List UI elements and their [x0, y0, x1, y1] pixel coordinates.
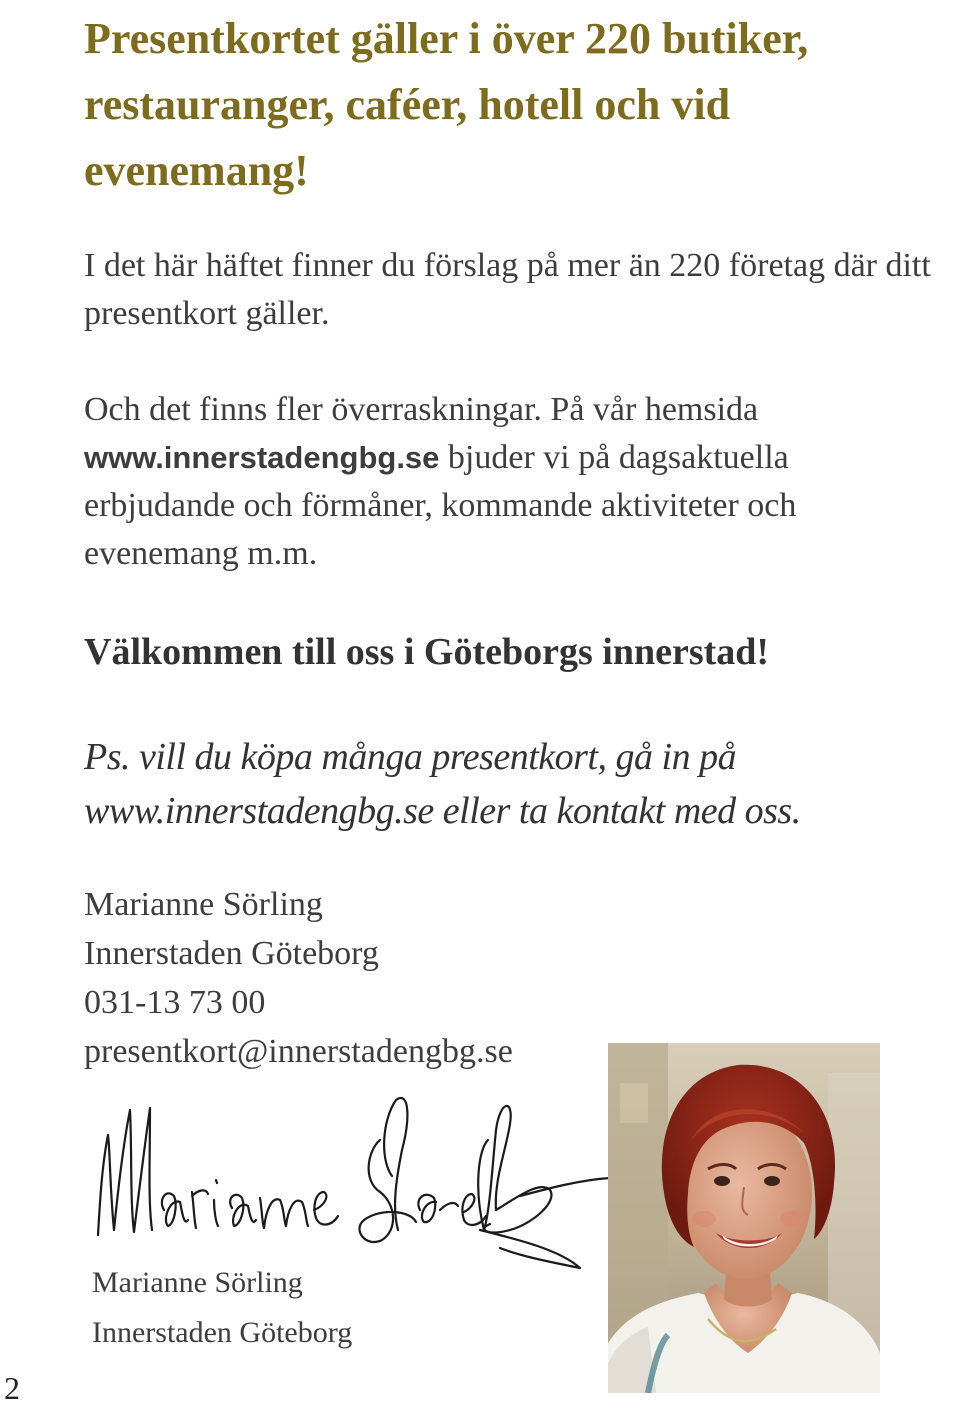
website-paragraph — [84, 386, 944, 578]
signature-caption-organization: Innerstaden Göteborg — [92, 1316, 353, 1349]
website-paragraph-lead: Och det finns fler överraskningar. På vår hemsida — [84, 391, 759, 428]
portrait-photo — [608, 1043, 880, 1393]
contact-block — [84, 880, 513, 1076]
contact-phone[interactable]: 031-13 73 00 — [84, 984, 266, 1021]
ps-note: Ps. vill du köpa många presentkort, gå in på www.innerstadengbg.se eller ta kontakt med oss. — [84, 736, 801, 832]
signature-caption — [92, 1258, 352, 1358]
website-paragraph-rest: bjuder vi på dagsaktuella erbjudande och förmåner, kommande aktiviteter och evenemang m.m. — [84, 439, 797, 572]
intro-paragraph: I det här häftet finner du förslag på mer än 220 företag där ditt presentkort gäller. — [84, 247, 931, 332]
contact-email[interactable]: presentkort@innerstadengbg.se — [84, 1033, 513, 1070]
handwritten-signature — [80, 1080, 620, 1280]
contact-name: Marianne Sörling — [84, 886, 323, 923]
signature-caption-name: Marianne Sörling — [92, 1266, 303, 1299]
welcome-heading: Välkommen till oss i Göteborgs innerstad! — [84, 631, 770, 673]
headline: Presentkortet gäller i över 220 butiker, restauranger, caféer, hotell och vid evenemang! — [84, 14, 809, 195]
page-number: 2 — [4, 1370, 20, 1406]
website-link[interactable]: www.innerstadengbg.se — [84, 440, 440, 475]
contact-organization: Innerstaden Göteborg — [84, 935, 379, 972]
